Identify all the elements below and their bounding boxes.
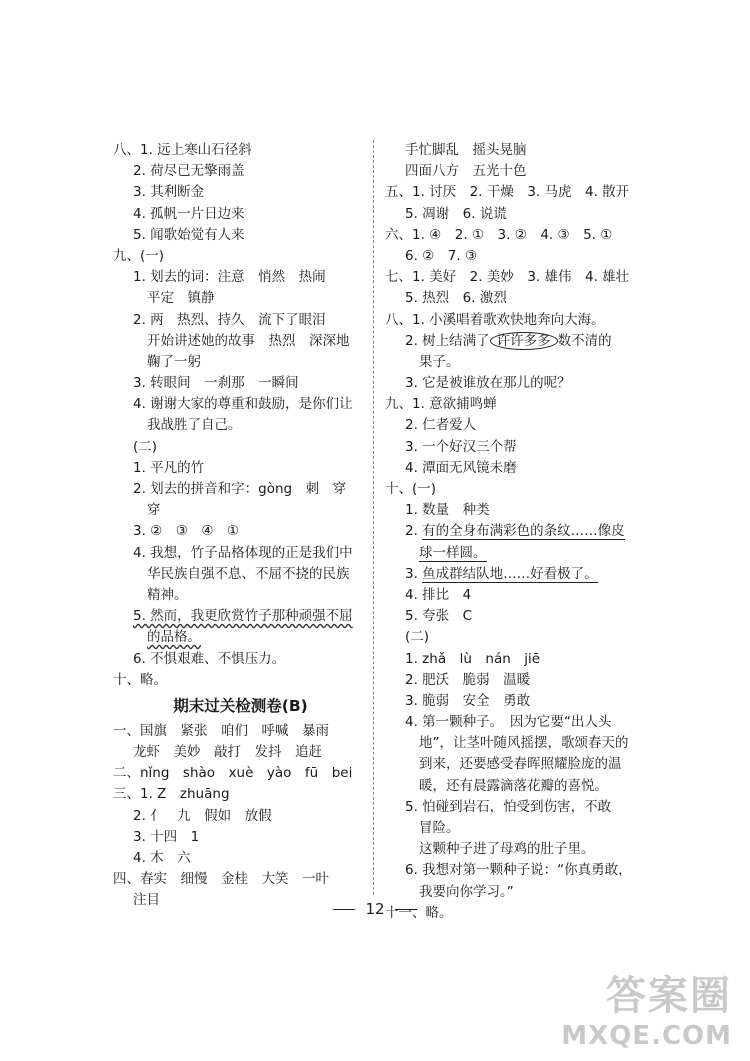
- answer-line: 穿: [147, 502, 161, 519]
- answer-line: 3. 一个好汉三个帮: [405, 438, 517, 455]
- answer-line: 1. 数量 种类: [405, 502, 490, 519]
- answer-line: 4. 孤帆一片日边来: [133, 205, 245, 222]
- answer-line: 6. ② 7. ③: [405, 247, 478, 264]
- answer-line: 开始讲述她的故事 热烈 深深地: [147, 332, 350, 349]
- page-footer: [0, 900, 750, 918]
- answer-line: 二、nǐng shào xuè yào fū bei: [113, 765, 353, 782]
- answer-line: 暖，还有晨露滴落花瓣的喜悦。: [419, 777, 608, 794]
- answer-line: 到来，还要感受春晖照耀脸庞的温: [419, 756, 622, 773]
- answer-line: 3. ② ③ ④ ①: [133, 523, 240, 540]
- answer-line: 七、1. 美好 2. 美妙 3. 雄伟 4. 雄壮: [385, 269, 630, 286]
- answer-line: 5. 凋谢 6. 说谎: [405, 205, 507, 222]
- answer-line: 平定 镇静: [147, 290, 215, 307]
- underlined-answer-line: 3. 鱼成群结队地……好看极了。: [405, 565, 598, 582]
- answer-line: 3. 转眼间 一刹那 一瞬间: [133, 375, 299, 392]
- oval-pre-text: 2. 树上结满了: [405, 332, 490, 349]
- answer-line: 5. 然而，我更欣赏竹子那种顽强不屈: [133, 608, 353, 625]
- answer-line: 6. 不惧艰难、不惧压力。: [133, 650, 286, 667]
- left-answers-part1: [113, 140, 368, 691]
- answer-line: 2. 荷尽已无擎雨盖: [133, 163, 245, 180]
- page-number: 12: [365, 900, 385, 918]
- watermark-logo: [561, 964, 732, 1051]
- answer-line: 5. 闻歌始觉有人来: [133, 226, 245, 243]
- answer-line: 五、1. 讨厌 2. 干燥 3. 马虎 4. 散开: [385, 184, 630, 201]
- answer-line: 3. 它是被谁放在那儿的呢？: [405, 375, 571, 392]
- answer-line: 八、1. 远上寒山石径斜: [113, 142, 252, 158]
- answer-line: 四面八方 五光十色: [405, 163, 527, 180]
- answer-line: 果子。: [419, 353, 460, 370]
- oval-post-text: 数不清的: [557, 332, 612, 349]
- answer-line: 四、春实 细慢 金桂 大笑 一叶: [113, 871, 329, 888]
- right-column: [385, 140, 650, 924]
- answer-line: 精神。: [147, 586, 188, 603]
- footer-dash-right: [395, 909, 417, 910]
- answer-line: 2. 划去的拼音和字：gòng 刺 穿: [133, 481, 347, 497]
- answer-line: 华民族自强不息、不屈不挠的民族: [147, 565, 350, 582]
- answer-line: 我战胜了自己。: [147, 417, 242, 434]
- answer-line: 九、1. 意欲捕鸣蝉: [385, 396, 497, 413]
- answer-line: 一、国旗 紧张 咱们 呼喊 暴雨: [113, 722, 329, 739]
- answer-line: 三、1. Z zhuāng: [113, 786, 230, 803]
- answer-line: 六、1. ④ 2. ① 3. ② 4. ③ 5. ①: [385, 226, 613, 243]
- answer-line: (二): [405, 629, 430, 646]
- column-divider: [373, 140, 374, 895]
- footer-dash-left: [333, 909, 355, 910]
- answer-line: 冒险。: [419, 820, 460, 836]
- answer-line: 2. 亻 九 假如 放假: [133, 807, 272, 824]
- section-heading-exam-b: 期末过关检测卷(B): [173, 696, 308, 715]
- answer-line: 4. 第一颗种子。 因为它要“出人头: [405, 714, 612, 731]
- answer-line: 十、(一): [385, 481, 437, 497]
- answer-line: 1. zhǎ lù nán jiē: [405, 650, 541, 667]
- underlined-text-c: 鱼成群结队地……好看极了。: [422, 565, 598, 582]
- answer-line: 鞠了一躬: [147, 353, 201, 370]
- answer-line: 2. 仁者爱人: [405, 417, 477, 434]
- answer-line: 九、(一): [113, 247, 165, 264]
- answer-line: 4. 潭面无风镜未磨: [405, 459, 517, 476]
- answer-line: 6. 我想对第一颗种子说：“你真勇敢，: [405, 862, 632, 879]
- answer-line: 5. 夸张 C: [405, 608, 473, 625]
- underlined-answer-line: [385, 543, 650, 564]
- right-answers-part3: [385, 585, 650, 924]
- underlined-text-b: 球一样圆。: [419, 544, 487, 561]
- answer-line: 我要向你学习。”: [419, 883, 514, 900]
- answer-line: 3. 脆弱 安全 勇敢: [405, 692, 531, 709]
- watermark-line2: MXQE.COM: [561, 1021, 732, 1051]
- underlined-text-a: 有的全身布满彩色的条纹……像皮: [422, 523, 625, 540]
- answer-line: 1. 平凡的竹: [133, 459, 205, 476]
- answer-line: 4. 木 六: [133, 850, 191, 866]
- answer-line: 5. 怕碰到岩石，怕受到伤害，不敢: [405, 798, 612, 815]
- answer-line: 十一、略。: [385, 904, 453, 921]
- answer-line: 2. 两 热烈、持久 流下了眼泪: [133, 311, 326, 328]
- answer-line: 4. 排比 4: [405, 586, 472, 603]
- answer-line: 地”，让茎叶随风摇摆，歌颂春天的: [419, 735, 629, 752]
- answer-line: 1. 划去的词：注意 悄然 热闹: [133, 269, 326, 286]
- right-answers-part2: [385, 352, 650, 522]
- answer-line: 龙虾 美妙 敲打 发抖 追赶: [133, 744, 322, 761]
- left-answers-part2: [113, 721, 368, 912]
- watermark-line1: 答案圈: [606, 973, 732, 1019]
- answer-line-oval: [385, 331, 650, 352]
- answer-line: 的品格。: [147, 629, 201, 646]
- circled-word: 许许多多: [490, 332, 558, 350]
- answer-line: 3. 其利断金: [133, 184, 205, 201]
- answer-line: 注目: [133, 892, 160, 909]
- answer-line: 手忙脚乱 摇头晃脑: [405, 142, 527, 158]
- answer-line: (二): [133, 438, 158, 455]
- left-column: [113, 140, 368, 912]
- answer-line: 4. 我想，竹子品格体现的正是我们中: [133, 544, 353, 561]
- underlined-answer-line: [385, 521, 650, 542]
- answer-line: 3. 十四 1: [133, 828, 200, 845]
- answer-line: 这颗种子进了母鸡的肚子里。: [419, 841, 595, 858]
- answer-line: 4. 谢谢大家的尊重和鼓励，是你们让: [133, 396, 353, 413]
- answer-line: 十、略。: [113, 671, 167, 688]
- answer-line: 5. 热烈 6. 激烈: [405, 290, 507, 307]
- right-answers-part1: [385, 140, 650, 331]
- answer-line: 2. 肥沃 脆弱 温暖: [405, 671, 531, 688]
- answer-line: 八、1. 小溪唱着歌欢快地奔向大海。: [385, 311, 605, 328]
- underlined-number: 2.: [405, 523, 423, 540]
